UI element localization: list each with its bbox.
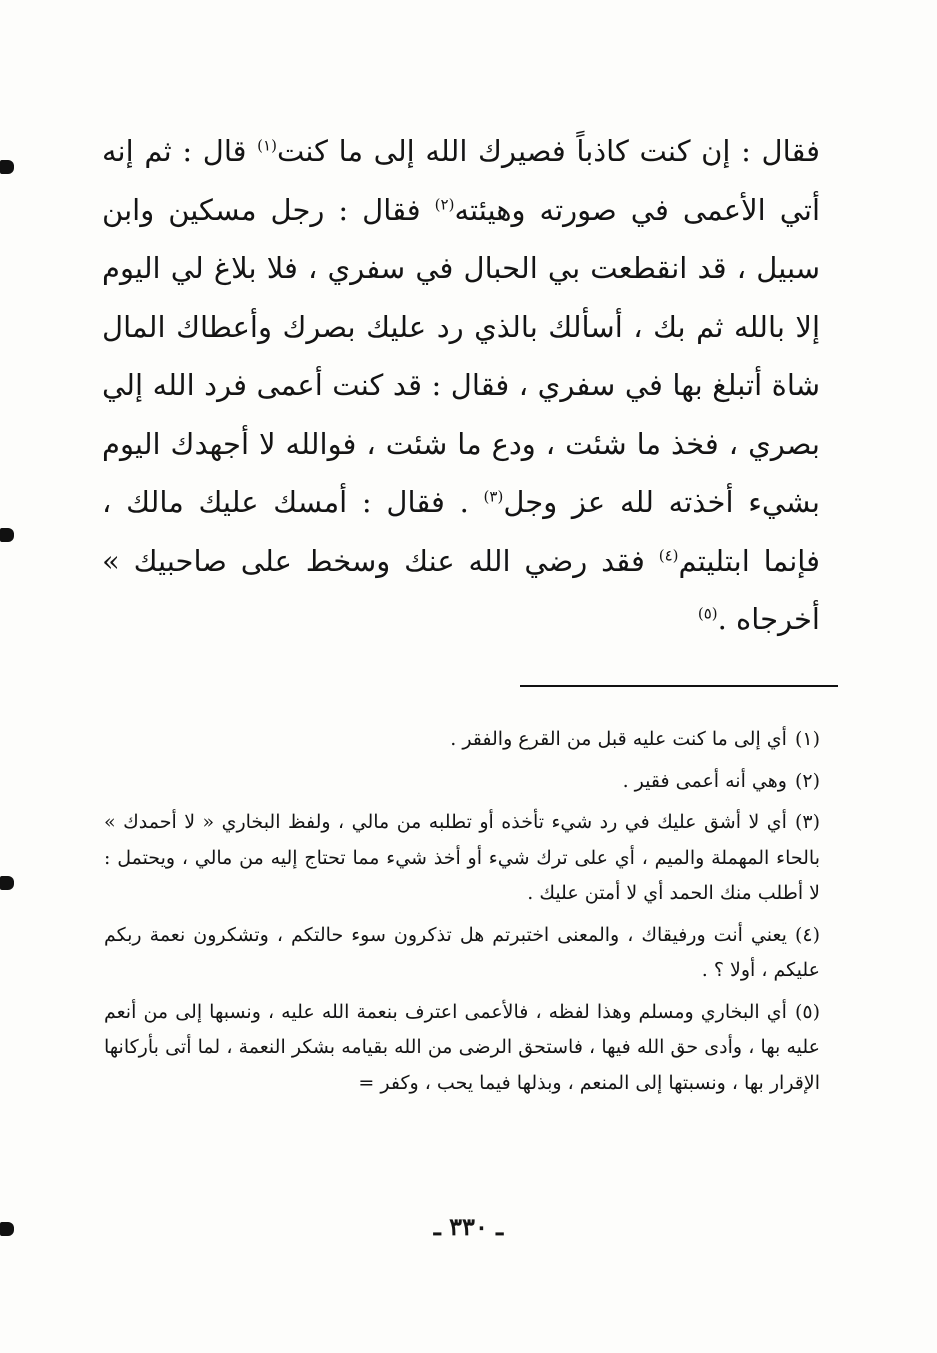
- footnote: [104, 722, 820, 758]
- footnote-separator: [520, 685, 838, 687]
- footnote-text: أي إلى ما كنت عليه قبل من القرع والفقر .: [450, 728, 787, 750]
- binding-mark: [0, 160, 14, 174]
- main-text-part: فقد رضي الله عنك وسخط على صاحبيك » أخرجاه .: [102, 543, 820, 636]
- footnote-number: (٥): [794, 1000, 820, 1023]
- footnote-number: (٢): [794, 769, 820, 792]
- footnotes: [104, 722, 820, 1107]
- main-text-part: . فقال : أمسك عليك مالك ، فإنما ابتليتم: [102, 485, 821, 578]
- main-text-part: فقال : رجل مسكين وابن سبيل ، قد انقطعت بي الحبال في سفري ، فلا بلاغ لي اليوم إلا بالله ثم بك ، أسألك بالذي رد عليك بصرك وأعطاك المال شاة أتبلغ بها في سفري ، فقال : قد كنت أعمى فرد الله إلي بصري ، فخذ ما شئت ، ودع ما شئت ، فوالله لا أجهدك اليوم بشيء أخذته لله عز وجل: [102, 192, 820, 519]
- footnote-number: (١): [794, 728, 820, 750]
- footnote-ref: (٢): [434, 194, 455, 213]
- page-number: ـ ٣٣٠ ـ: [433, 1212, 504, 1241]
- footnote-ref: (١): [257, 136, 277, 155]
- footnote-ref: (٤): [658, 545, 679, 564]
- main-text-part: فقال : إن كنت كاذباً فصيرك الله إلى ما كنت: [276, 134, 820, 168]
- footnote-text: أي لا أشق عليك في رد شيء تأخذه أو تطلبه من مالي ، ولفظ البخاري « لا أحمدك » بالحاء المهملة والميم ، أي على ترك شيء أو أخذ شيء مما تحتاج إليه من مالي ، ويحتمل : لا أطلب منك الحمد أي لا أمتن عليك .: [104, 811, 820, 904]
- footnote-ref: (٥): [697, 604, 718, 623]
- binding-mark: [0, 1222, 14, 1236]
- main-text: [102, 122, 820, 649]
- footnote-ref: (٣): [483, 487, 504, 506]
- footnote: [104, 918, 820, 989]
- binding-mark: [0, 876, 14, 890]
- binding-mark: [0, 528, 14, 542]
- footnote: [104, 995, 820, 1102]
- footnote-text: أي البخاري ومسلم وهذا لفظه ، فالأعمى اعترف بنعمة الله عليه ، ونسبها إلى من أنعم عليه بها ، وأدى حق الله فيها ، فاستحق الرضى من الله بقيامه بشكر النعمة ، لما أتى بأركانها الإقرار بها ، ونسبتها إلى المنعم ، وبذلها فيما يحب ، وكفر =: [104, 1000, 820, 1094]
- main-text-part: قال : ثم إنه أتي الأعمى في صورته وهيئته: [102, 134, 821, 227]
- footnote-text: وهي أنه أعمى فقير .: [622, 769, 787, 792]
- footnote-number: (٤): [794, 923, 820, 946]
- footnote: [104, 805, 820, 912]
- footnote-number: (٣): [794, 811, 820, 833]
- footnote: [104, 764, 820, 800]
- footnote-text: يعني أنت ورفيقاك ، والمعنى اختبرتم هل تذكرون سوء حالتكم ، وتشكرون نعمة ربكم عليكم ، أولا ؟ .: [104, 923, 820, 981]
